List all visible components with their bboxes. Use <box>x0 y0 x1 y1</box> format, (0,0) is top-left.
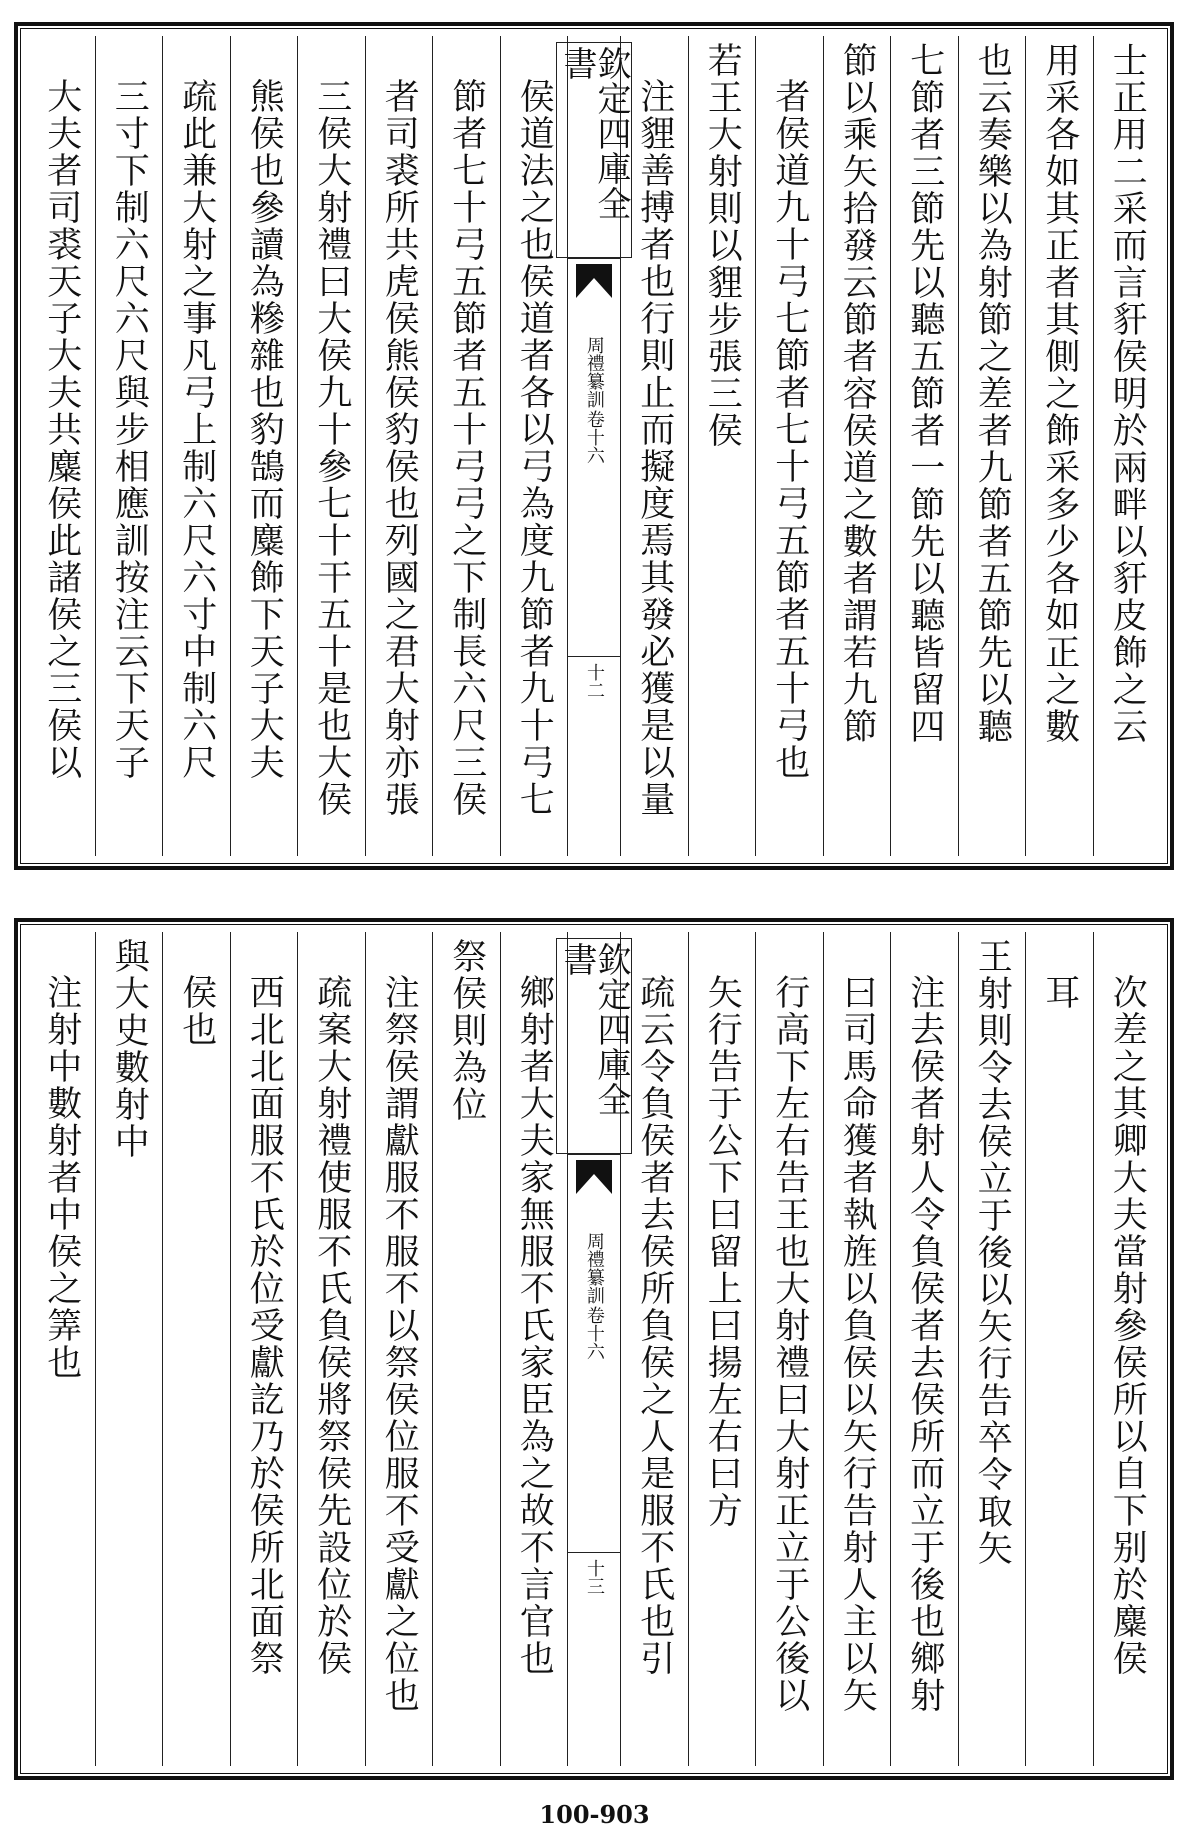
text-column <box>1093 932 1161 1766</box>
column-text: 疏云令負侯者去侯所負侯之人是服不氏也引 <box>634 974 675 1677</box>
fold-page-number: 十二 <box>584 663 605 699</box>
column-text: 節以乘矢拾發云節者容侯道之數者謂若九節 <box>837 42 878 745</box>
fold-title: 欽定四庫全書 <box>556 42 632 258</box>
text-column <box>958 932 1026 1766</box>
text-column <box>162 932 230 1766</box>
column-text: 大夫者司裘天子大夫共麋侯此諸侯之三侯以 <box>41 78 82 781</box>
fold-subtitle <box>584 1232 604 1360</box>
column-text: 若王大射則以貍步張三侯 <box>702 42 743 449</box>
text-column <box>958 36 1026 856</box>
column-text: 疏此兼大射之事凡弓上制六尺六寸中制六尺 <box>176 78 217 781</box>
column-text: 注射中數射者中侯之筭也 <box>41 974 82 1381</box>
text-column <box>500 932 568 1766</box>
fold-page-number-box <box>568 656 620 699</box>
text-column <box>755 36 823 856</box>
fold-page-number-box <box>568 1552 620 1595</box>
fold-title: 欽定四庫全書 <box>556 938 632 1154</box>
column-text: 耳 <box>1039 974 1080 1011</box>
columns-bottom <box>28 932 1160 1766</box>
fold-page-number: 十三 <box>584 1559 605 1595</box>
text-column <box>1093 36 1161 856</box>
center-fold <box>557 36 631 856</box>
column-text: 王射則令去侯立于後以矢行告卒令取矢 <box>972 938 1013 1567</box>
fold-title-box <box>557 40 631 259</box>
column-text: 節者七十弓五節者五十弓弓之下制長六尺三侯 <box>446 78 487 818</box>
text-column <box>162 36 230 856</box>
fold-book-title: 周禮纂訓 <box>583 336 605 408</box>
column-text: 矢行告于公下曰留上曰揚左右曰方 <box>702 974 743 1529</box>
column-text: 者侯道九十弓七節者七十弓五節者五十弓也 <box>769 78 810 781</box>
text-column <box>890 932 958 1766</box>
column-text: 行高下左右告王也大射禮曰大射正立于公後以 <box>769 974 810 1714</box>
column-text: 侯也 <box>176 974 217 1048</box>
column-text: 也云奏樂以為射節之差者九節者五節先以聽 <box>972 42 1013 745</box>
column-text: 注去侯者射人令負侯者去侯所而立于後也鄉射 <box>904 974 945 1714</box>
text-column <box>432 36 500 856</box>
fold-volume: 卷十六 <box>583 1306 605 1360</box>
column-text: 侯道法之也侯道者各以弓為度九節者九十弓七 <box>514 78 555 818</box>
page-top <box>14 22 1174 870</box>
column-text: 注祭侯謂獻服不服不以祭侯位服不受獻之位也 <box>379 974 420 1714</box>
text-column <box>365 36 433 856</box>
column-text: 與大史數射中 <box>109 938 150 1160</box>
column-text: 士正用二采而言豻侯明於兩畔以豻皮飾之云 <box>1107 42 1148 745</box>
text-column <box>297 932 365 1766</box>
fish-tail-icon <box>576 1160 612 1194</box>
columns-top <box>28 36 1160 856</box>
center-fold <box>557 932 631 1766</box>
column-text: 注貍善搏者也行則止而擬度焉其發必獲是以量 <box>634 78 675 818</box>
column-text: 西北北面服不氏於位受獻訖乃於侯所北面祭 <box>244 974 285 1677</box>
column-text: 鄉射者大夫家無服不氏家臣為之故不言官也 <box>514 974 555 1677</box>
text-column <box>297 36 365 856</box>
text-column <box>755 932 823 1766</box>
fold-subtitle <box>584 336 604 464</box>
text-column <box>95 932 163 1766</box>
text-column <box>1025 932 1093 1766</box>
text-column <box>823 36 891 856</box>
text-column <box>823 932 891 1766</box>
column-text: 祭侯則為位 <box>446 938 487 1123</box>
text-column <box>688 932 756 1766</box>
text-column <box>28 36 95 856</box>
text-column <box>1025 36 1093 856</box>
page-bottom <box>14 918 1174 1780</box>
column-text: 用采各如其正者其側之飾采多少各如正之數 <box>1039 42 1080 745</box>
fold-volume: 卷十六 <box>583 410 605 464</box>
text-column <box>688 36 756 856</box>
fold-title-box <box>557 936 631 1155</box>
fold-book-title: 周禮纂訓 <box>583 1232 605 1304</box>
text-column <box>230 36 298 856</box>
column-text: 曰司馬命獲者執旌以負侯以矢行告射人主以矢 <box>837 974 878 1714</box>
column-text: 疏案大射禮使服不氏負侯將祭侯先設位於侯 <box>311 974 352 1677</box>
column-text: 熊侯也參讀為糝雜也豹鵠而麋飾下天子大夫 <box>244 78 285 781</box>
column-text: 者司裘所共虎侯熊侯豹侯也列國之君大射亦張 <box>379 78 420 818</box>
text-column <box>230 932 298 1766</box>
column-text: 三侯大射禮曰大侯九十參七十干五十是也大侯 <box>311 78 352 818</box>
column-text: 七節者三節先以聽五節者一節先以聽皆留四 <box>904 42 945 745</box>
column-text: 次差之其卿大夫當射參侯所以自下别於麋侯 <box>1107 974 1148 1677</box>
fish-tail-icon <box>576 264 612 298</box>
text-column <box>95 36 163 856</box>
text-column <box>28 932 95 1766</box>
text-column <box>890 36 958 856</box>
column-text: 三寸下制六尺六尺與步相應訓按注云下天子 <box>109 78 150 781</box>
text-column <box>365 932 433 1766</box>
page-code: 100-903 <box>539 1800 650 1829</box>
text-column <box>432 932 500 1766</box>
text-column <box>500 36 568 856</box>
